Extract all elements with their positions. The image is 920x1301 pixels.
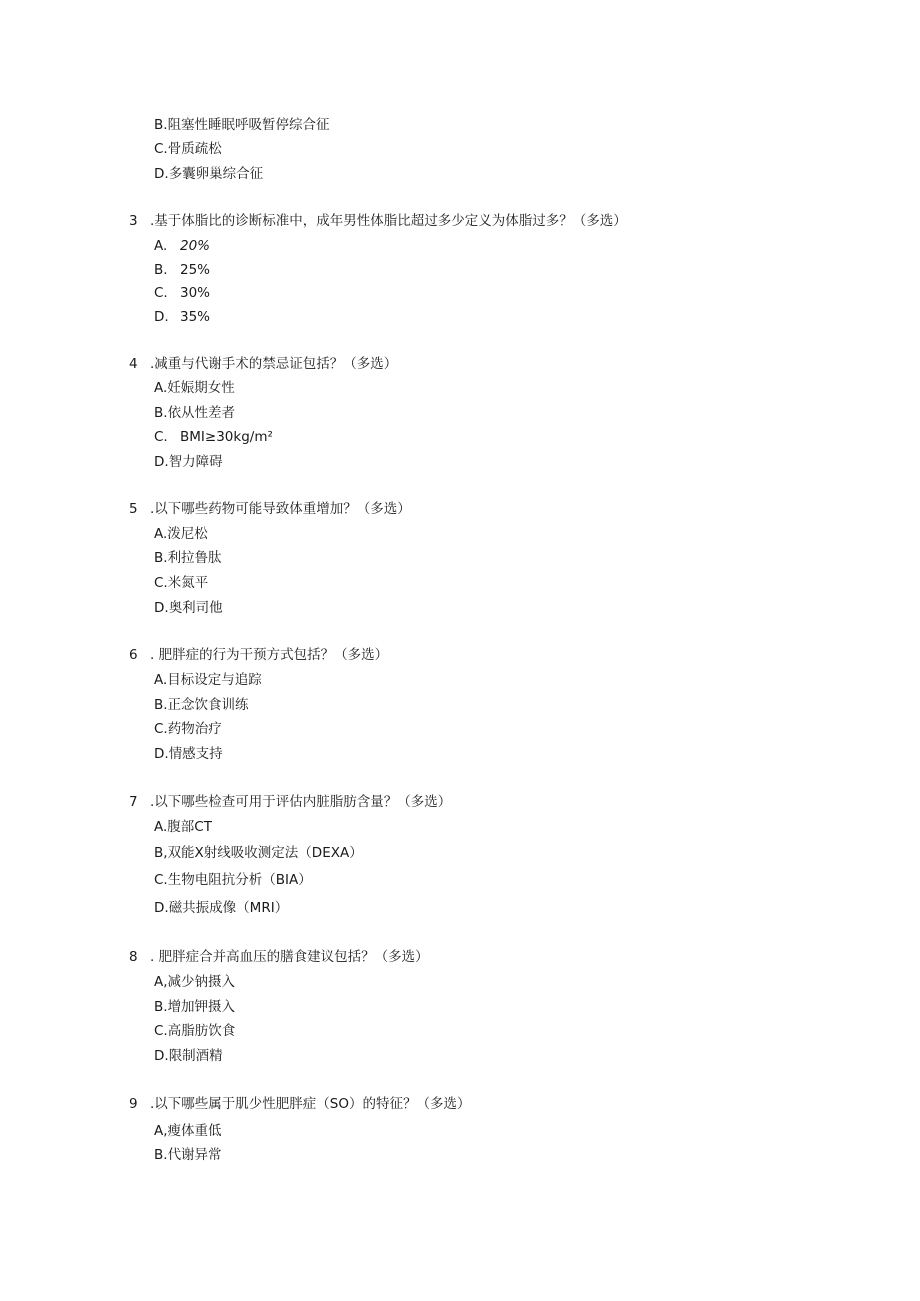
option-text: 限制酒精	[168, 1048, 223, 1064]
option-text: 35%	[180, 309, 211, 325]
option-letter: D.	[154, 1048, 169, 1064]
q3-option-b	[154, 261, 210, 279]
q5-text: .以下哪些药物可能导致体重增加？（多选）	[150, 501, 411, 517]
option-letter: C.	[154, 141, 168, 157]
q5-option-b	[154, 549, 222, 567]
option-letter: B.	[154, 697, 168, 713]
option-text: 腹部CT	[167, 819, 212, 835]
q3-number: 3	[129, 213, 138, 229]
option-letter: A.	[154, 819, 168, 835]
q8-number: 8	[129, 949, 138, 965]
option-letter: A.	[154, 238, 168, 254]
q2-option-c	[154, 140, 222, 158]
option-letter: B.	[154, 1147, 168, 1163]
option-letter: D.	[154, 900, 169, 916]
q3-option-d	[154, 308, 210, 326]
option-text: 增加钾摄入	[167, 999, 236, 1015]
q9-text: .以下哪些属于肌少性肥胖症（SO）的特征？（多选）	[150, 1096, 471, 1112]
option-text: 阻塞性睡眠呼吸暂停综合征	[167, 117, 330, 133]
option-text: 多囊卵巢综合征	[168, 166, 264, 182]
option-letter: D.	[154, 746, 169, 762]
option-text: 高脂肪饮食	[167, 1023, 236, 1039]
q8-text: . 肥胖症合并高血压的膳食建议包括？（多选）	[150, 949, 429, 965]
q8-option-b	[154, 998, 235, 1016]
q9-option-b	[154, 1146, 222, 1164]
q6-option-b	[154, 696, 249, 714]
option-text: 30%	[180, 285, 211, 301]
option-letter: B.	[154, 405, 168, 421]
q2-option-b	[154, 116, 330, 134]
option-text: 奥利司他	[168, 600, 223, 616]
q4-option-a	[154, 379, 235, 397]
option-text: 药物治疗	[167, 721, 222, 737]
q4-option-b	[154, 404, 235, 422]
option-text: 目标设定与追踪	[167, 672, 262, 688]
option-text: 依从性差者	[167, 405, 236, 421]
q7-text: .以下哪些检查可用于评估内脏脂肪含量？（多选）	[150, 794, 452, 810]
option-letter: B.	[154, 262, 168, 278]
q7-option-a	[154, 818, 212, 836]
option-letter: D.	[154, 309, 169, 325]
option-letter: A.	[154, 380, 168, 396]
q5-option-d	[154, 599, 223, 617]
option-text: 情感支持	[168, 746, 223, 762]
option-text: 骨质疏松	[167, 141, 222, 157]
q3-text: .基于体脂比的诊断标准中，成年男性体脂比超过多少定义为体脂过多？（多选）	[150, 213, 627, 229]
option-text: 泼尼松	[167, 526, 208, 542]
option-text: 双能X射线吸收测定法（DEXA）	[167, 845, 363, 861]
q6-option-a	[154, 671, 262, 689]
option-letter: C.	[154, 429, 168, 445]
q4-option-c	[154, 428, 273, 446]
option-text: 磁共振成像（MRI）	[168, 900, 289, 916]
option-letter: B.	[154, 550, 168, 566]
option-letter: B.	[154, 117, 168, 133]
q4-number: 4	[129, 356, 138, 372]
q6-option-c	[154, 720, 222, 738]
option-text: 利拉鲁肽	[167, 550, 222, 566]
option-text: 智力障碍	[168, 454, 223, 470]
option-letter: C.	[154, 721, 168, 737]
option-text: 减少钠摄入	[167, 974, 236, 990]
option-text: 正念饮食训练	[167, 697, 249, 713]
q6-number: 6	[129, 647, 138, 663]
q6-text: . 肥胖症的行为干预方式包括？（多选）	[150, 647, 389, 663]
option-letter: D.	[154, 166, 169, 182]
option-letter: C.	[154, 872, 168, 888]
option-letter: C.	[154, 1023, 168, 1039]
option-letter: C.	[154, 575, 168, 591]
option-letter: D.	[154, 454, 169, 470]
option-text: 25%	[180, 262, 211, 278]
q7-number: 7	[129, 794, 138, 810]
option-letter: B,	[154, 845, 168, 861]
option-text: 米氮平	[167, 575, 209, 591]
option-text: 瘦体重低	[167, 1123, 222, 1139]
q4-option-d	[154, 453, 223, 471]
option-text: 妊娠期女性	[167, 380, 235, 396]
option-text: 代谢异常	[167, 1147, 222, 1163]
q4-text: .减重与代谢手术的禁忌证包括？（多选）	[150, 356, 398, 372]
q2-option-d	[154, 165, 263, 183]
option-letter: A.	[154, 672, 168, 688]
option-letter: B.	[154, 999, 168, 1015]
q5-number: 5	[129, 501, 138, 517]
q3-option-a	[154, 237, 210, 255]
q9-option-a	[154, 1122, 222, 1140]
q9-number: 9	[129, 1096, 138, 1112]
q8-option-d	[154, 1047, 223, 1065]
q5-option-a	[154, 525, 208, 543]
option-letter: A.	[154, 526, 168, 542]
q3-option-c	[154, 284, 210, 302]
option-letter: D.	[154, 600, 169, 616]
option-text: 20%	[180, 238, 211, 254]
option-text: BMI≥30kg∕m²	[180, 429, 273, 445]
option-letter: A,	[154, 1123, 168, 1139]
q6-option-d	[154, 745, 223, 763]
q7-option-b	[154, 844, 363, 862]
option-letter: A,	[154, 974, 168, 990]
q8-option-c	[154, 1022, 235, 1040]
q5-option-c	[154, 574, 208, 592]
option-text: 生物电阻抗分析（BIA）	[167, 872, 312, 888]
option-letter: C.	[154, 285, 168, 301]
q7-option-d	[154, 899, 288, 917]
q8-option-a	[154, 973, 235, 991]
q7-option-c	[154, 871, 312, 889]
